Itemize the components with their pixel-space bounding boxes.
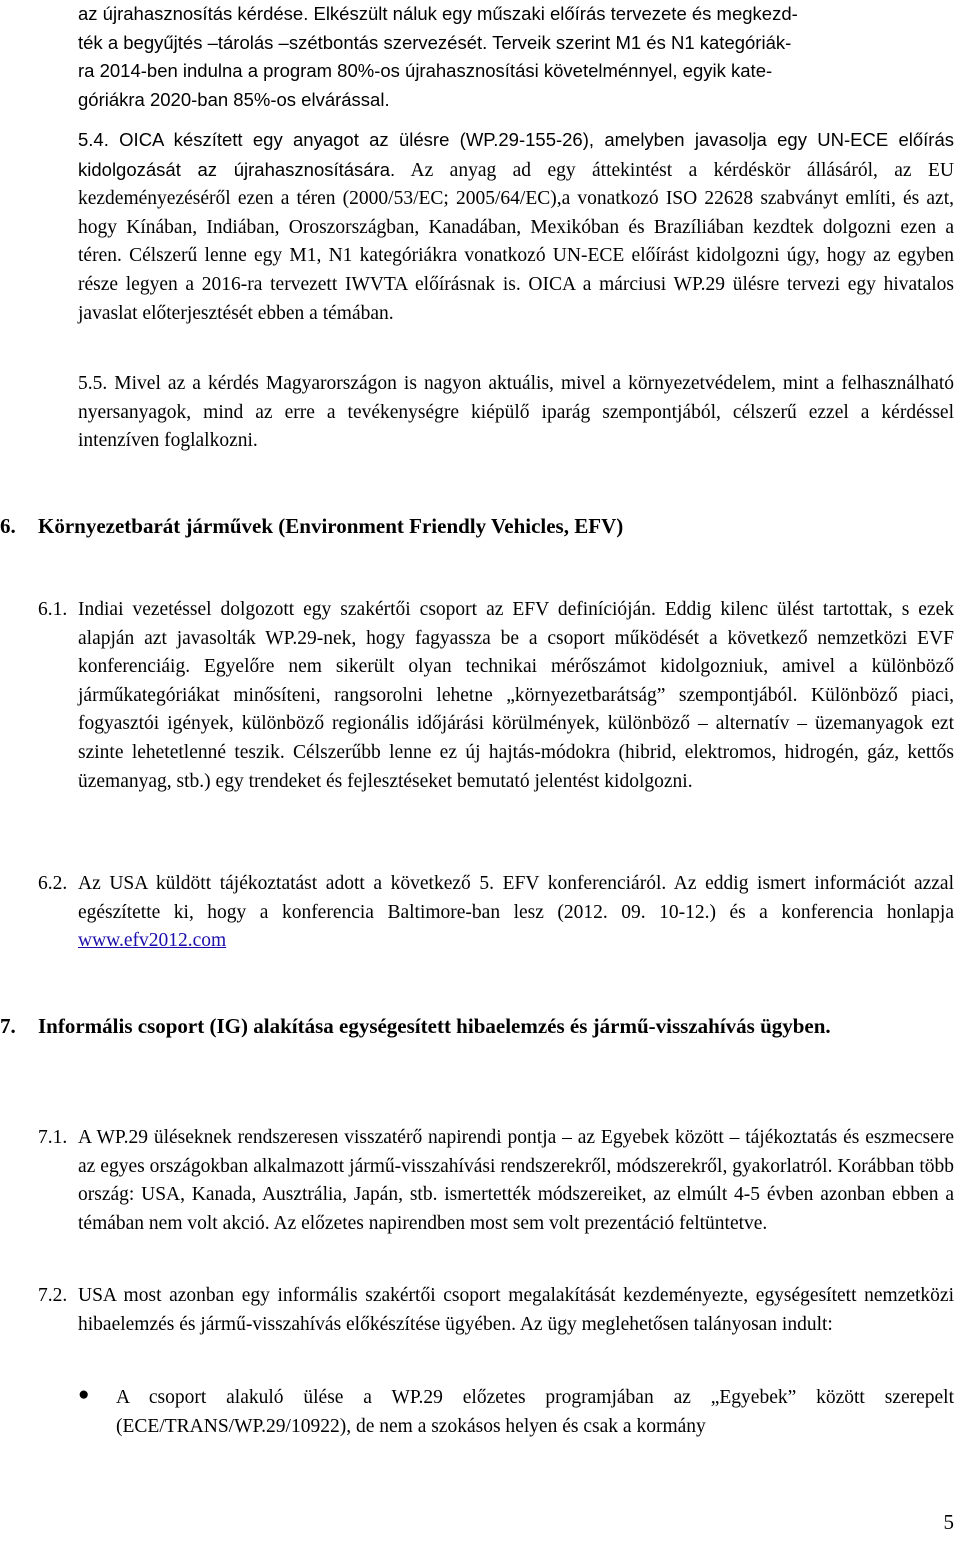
section-7-2-label: 7.2. <box>38 1285 68 1306</box>
heading-6-number: 6. <box>0 514 16 538</box>
page-number: 5 <box>943 1510 954 1534</box>
section-5-4-text: Az anyag ad egy áttekintést a kérdéskör állásáról, az EU kezdeményezéséről ezen a téren (2000/53/EC; 2005/64/EC),a vonatkozó ISO 22628 szabványt említi, és azt, hogy Kínában, Indiában, Oroszországban, Kanadában, Mexikóban és Brazíliában kezdtek dolgozni ezen a téren. Célszerű lenne egy M1, N1 kategóriákra vonatkozó UN-ECE előírást kidolgozni úgy, hogy az egyben része legyen a 2016-ra tervezett IWVTA előírásnak is. OICA a márciusi WP.29 ülésre tervezi egy hivatalos javaslat előterjesztését ebben a témában. <box>78 159 954 324</box>
section-5-5-text: Mivel az a kérdés Magyarországon is nagyon aktuális, mivel a környezetvédelem, mint a felhasználható nyersanyagok, mind az erre a tevékenységre kiépülő iparág szempontjából, célszerű ezzel a kérdéssel intenzíven foglalkozni. <box>78 373 955 452</box>
bullet-marker: ● <box>78 1384 90 1405</box>
section-6-2 <box>38 870 954 956</box>
section-6-2-text: Az USA küldött tájékoztatást adott a következő 5. EFV konferenciáról. Az eddig ismert információt azzal egészítette ki, hogy a konferencia Baltimore-ban lesz (2012. 09. 10-12.) és a konferencia honlapja <box>78 873 954 923</box>
section-7-1-label: 7.1. <box>38 1127 68 1148</box>
section-5-4-label: 5.4. <box>78 129 120 150</box>
section-5-4-lead: OICA készített egy anyagot az ülésre (WP.29-155-26), amelyben javasolja egy UN-ECE előírás kidolgozását az újrahasznosítására. <box>78 129 955 180</box>
section-6-1-label: 6.1. <box>38 599 68 620</box>
section-7-2-text: USA most azonban egy informális szakértői csoport megalakítását kezdeményezte, egységesített nemzetközi hibaelemzés és jármű-visszahívás előkészítése ügyében. Az ügy meglehetősen talányosan indult: <box>78 1285 954 1335</box>
section-5-4 <box>78 126 954 328</box>
section-6-1 <box>38 596 954 796</box>
section-7-1 <box>38 1124 954 1238</box>
intro-line-4: góriákra 2020-ban 85%-os elvárással. <box>78 88 390 110</box>
section-5-5 <box>78 370 954 456</box>
intro-line-1: az újrahasznosítás kérdése. Elkészült náluk egy műszaki előírás tervezete és megkezd- <box>78 3 798 24</box>
heading-6-title: Környezetbarát járművek (Environment Friendly Vehicles, EFV) <box>38 514 624 538</box>
section-6-2-label: 6.2. <box>38 873 68 894</box>
intro-paragraph <box>78 0 954 114</box>
efv2012-link[interactable]: www.efv2012.com <box>78 930 227 952</box>
section-7-1-text: A WP.29 üléseknek rendszeresen visszatérő napirendi pontja – az Egyebek között – tájékoztatás és eszmecsere az egyes országokban alkalmazott jármű-visszahívási rendszerekről, módszerekről, gyakorlatról. Korábban több ország: USA, Kanada, Ausztrália, Japán, stb. ismertették módszereiket, az elmúlt 4-5 évben azonban ebben a témában nem volt akció. Az előzetes napirendben most sem volt prezentáció feltüntetve. <box>78 1127 954 1234</box>
heading-7-title: Informális csoport (IG) alakítása egységesített hibaelemzés és jármű-visszahívás ügyben. <box>38 1014 831 1038</box>
bullet-item-1 <box>116 1384 954 1441</box>
section-6-1-text: Indiai vezetéssel dolgozott egy szakértői csoport az EFV definícióján. Eddig kilenc ülést tartottak, s ezek alapján azt javasolták WP.29-nek, hogy fagyassza be a csoport működését a következő nemzetközi EVF konferenciáig. Egyelőre nem sikerült olyan technikai mérőszámot kidolgozniuk, amivel a különböző járműkategóriákat minősíteni, rangsorolni lehetne „környezetbarátság” szempontjából. Különböző piaci, fogyasztói igények, különböző regionális időjárási körülmények, különböző – alternatív – üzemanyagok ezt szinte lehetetlenné teszik. Célszerűbb lenne ez új hajtás-módokra (hibrid, elektromos, hidrogén, gáz, kettős üzemanyag, stb.) egy trendeket és fejlesztéseket bemutató jelentést kidolgozni. <box>78 599 954 792</box>
intro-line-3: ra 2014-ben indulna a program 80%-os újrahasznosítási követelménnyel, egyik kate- <box>78 60 773 82</box>
intro-line-2: ték a begyűjtés –tárolás –szétbontás szervezését. Terveik szerint M1 és N1 kategóriák- <box>78 31 792 53</box>
bullet-item-1-text: A csoport alakuló ülése a WP.29 előzetes programjában az „Egyebek” között szerepelt (ECE/TRANS/WP.29/10922), de nem a szokásos helyen és csak a kormány <box>116 1387 954 1437</box>
section-5-5-label: 5.5. <box>78 373 115 394</box>
section-7-2 <box>38 1282 954 1339</box>
heading-7 <box>0 1012 956 1041</box>
heading-7-number: 7. <box>0 1014 16 1038</box>
